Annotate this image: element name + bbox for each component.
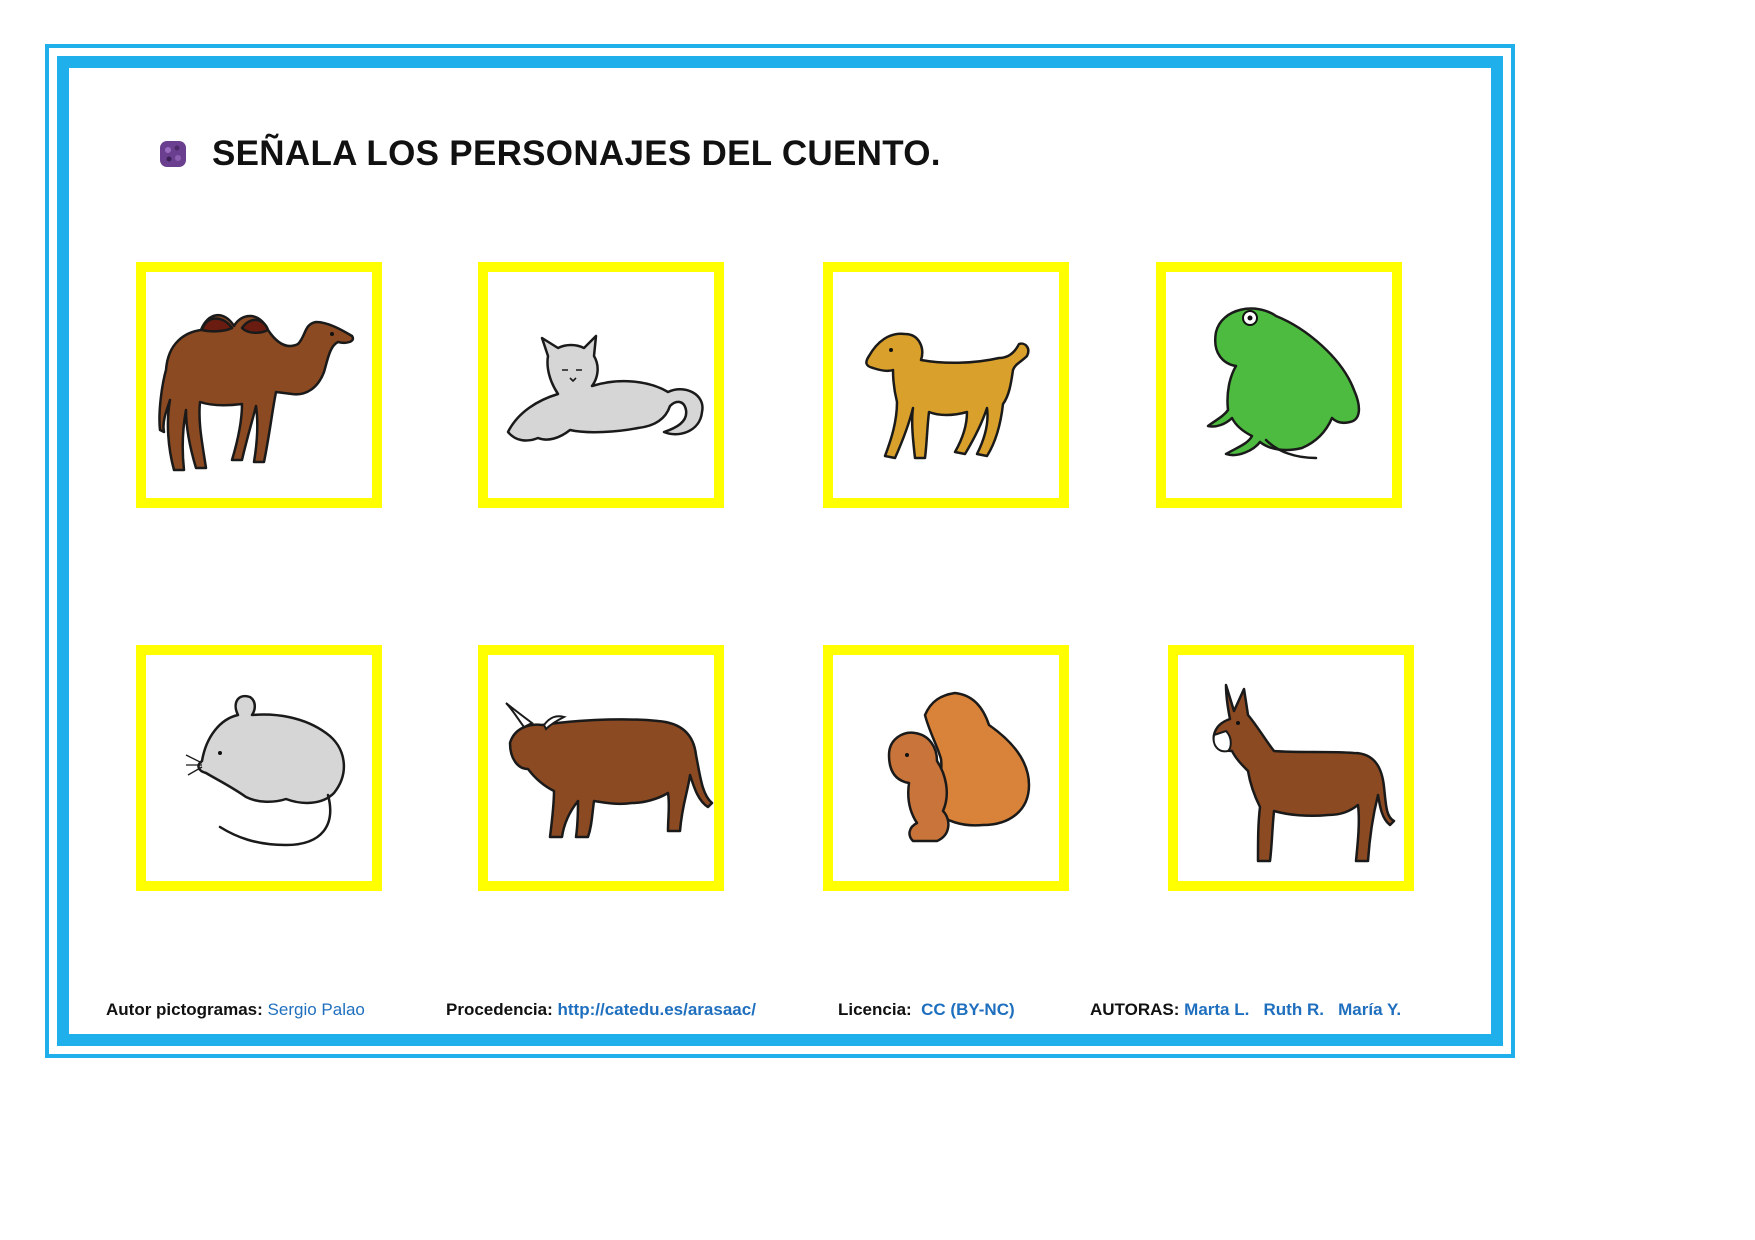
- card-dog[interactable]: [823, 262, 1069, 508]
- card-bull[interactable]: [478, 645, 724, 891]
- dog-icon: [833, 272, 1059, 498]
- title-row: [158, 134, 941, 174]
- license-value: CC (BY-NC): [921, 1000, 1015, 1019]
- footer-author: [106, 1000, 365, 1020]
- author-value: Sergio Palao: [267, 1000, 365, 1019]
- card-cat[interactable]: [478, 262, 724, 508]
- footer-source: [446, 1000, 756, 1020]
- footer-authors: [1090, 1000, 1401, 1020]
- mouse-icon: [146, 655, 372, 881]
- card-frog[interactable]: [1156, 262, 1402, 508]
- bull-icon: [488, 655, 714, 881]
- author-label: Autor pictogramas:: [106, 1000, 263, 1019]
- authors-label: AUTORAS:: [1090, 1000, 1180, 1019]
- squirrel-icon: [833, 655, 1059, 881]
- frog-icon: [1166, 272, 1392, 498]
- donkey-icon: [1178, 655, 1404, 881]
- card-camel[interactable]: [136, 262, 382, 508]
- author-name: Ruth R.: [1263, 1000, 1324, 1019]
- card-mouse[interactable]: [136, 645, 382, 891]
- source-link[interactable]: http://catedu.es/arasaac/: [557, 1000, 756, 1019]
- author-name: María Y.: [1338, 1000, 1402, 1019]
- license-label: Licencia:: [838, 1000, 912, 1019]
- source-label: Procedencia:: [446, 1000, 553, 1019]
- inner-frame: [57, 56, 1503, 1046]
- cat-icon: [488, 272, 714, 498]
- card-squirrel[interactable]: [823, 645, 1069, 891]
- camel-icon: [146, 272, 372, 498]
- footer-license: [838, 1000, 1015, 1020]
- page-title: SEÑALA LOS PERSONAJES DEL CUENTO.: [212, 134, 941, 173]
- card-donkey[interactable]: [1168, 645, 1414, 891]
- purple-bullet-icon: [158, 139, 188, 169]
- author-name: Marta L.: [1184, 1000, 1250, 1019]
